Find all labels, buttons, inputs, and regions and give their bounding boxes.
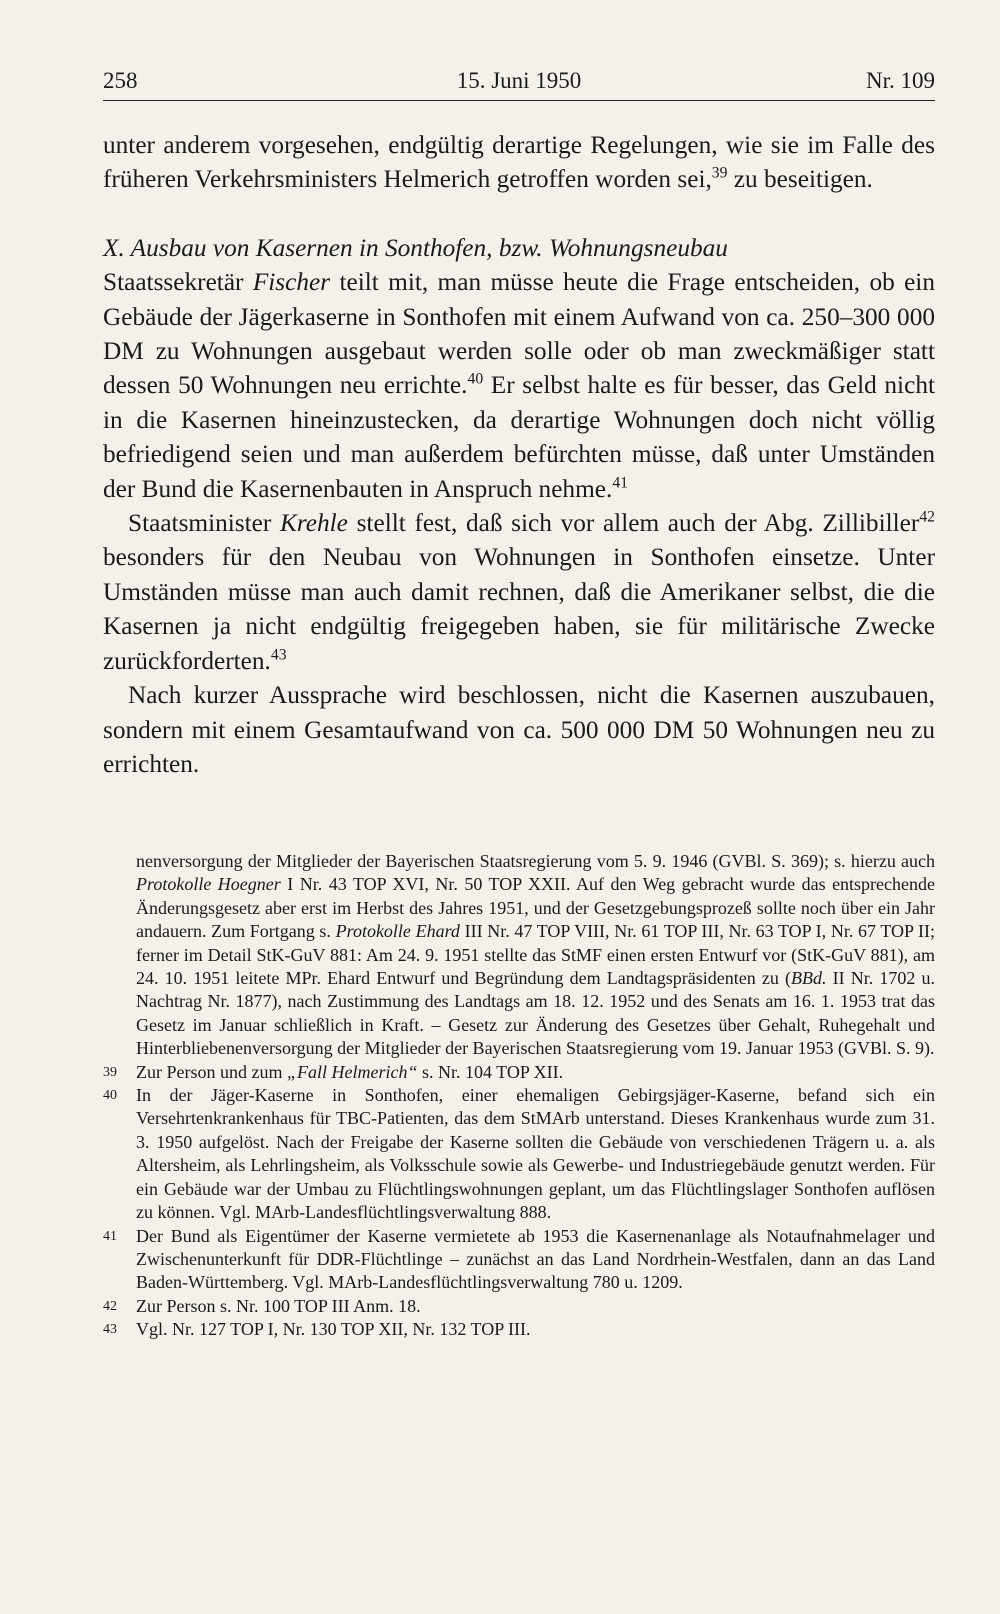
footnote-39: 39 Zur Person und zum „Fall Helmerich“ s. Nr. 104 TOP XII.	[103, 1061, 935, 1084]
paragraph: unter anderem vorgesehen, endgültig derartige Regelungen, wie sie im Falle des früheren Verkehrsministers Helmerich getroffen worden sei,$^{39}$ zu beseitigen.	[103, 131, 935, 194]
running-header	[103, 62, 935, 101]
section-heading: X. Ausbau von Kasernen in Sonthofen, bzw. Wohnungsneubau	[103, 233, 728, 262]
footnote-ref[interactable]: 43	[270, 645, 287, 663]
footnote-number: 41	[103, 1228, 117, 1244]
footnote-continuation: nenversorgung der Mitglieder der Bayerischen Staatsregierung vom 5. 9. 1946 (GVBl. S. 369); s. hierzu auch Protokolle Hoegner I Nr. 43 TOP XVI, Nr. 50 TOP XXII. Auf den Weg gebracht wurde das entsprechende Änderungsgesetz aber erst im Herbst des Jahres 1951, und der Gesetzgebungsprozeß sollte noch über ein Jahr andauern. Zum Fortgang s. Protokolle Ehard III Nr. 47 TOP VIII, Nr. 61 TOP III, Nr. 63 TOP I, Nr. 67 TOP II; ferner im Detail StK-GuV 881: Am 24. 9. 1951 stellte das StMF einen ersten Entwurf vor (StK-GuV 881), am 24. 10. 1951 leitete MPr. Ehard Entwurf und Begründung dem Landtagspräsidenten zu (BBd. II Nr. 1702 u. Nachtrag Nr. 1877), nach Zustimmung des Landtags am 18. 12. 1952 und des Senats am 16. 1. 1953 trat das Gesetz im Januar schließlich in Kraft. – Gesetz zur Änderung des Gesetzes über Gehalt, Ruhegehalt und Hinterbliebenenversorgung der Mitglieder der Bayerischen Staatsregierung vom 19. Januar 1953 (GVBl. S. 9).	[136, 851, 936, 1059]
footnote-ref[interactable]: 42	[919, 508, 935, 526]
footnote-ref[interactable]: 40	[467, 370, 484, 388]
footnote-number: 39	[103, 1064, 117, 1080]
footnote-ref[interactable]: 41	[612, 473, 628, 491]
speaker-name: Fischer	[252, 268, 331, 297]
footnote-number: 40	[103, 1088, 117, 1104]
footnote-number: 43	[103, 1322, 117, 1338]
footnote-43: 43 Vgl. Nr. 127 TOP I, Nr. 130 TOP XII, Nr. 132 TOP III.	[103, 1318, 935, 1341]
footnotes	[103, 850, 935, 1342]
paragraph: Staatsminister Krehle stellt fest, daß sich vor allem auch der Abg. Zillibiller$^{42}$ besonders für den Neubau von Wohnungen in Sonthofen einsetze. Unter Umständen müsse man auch damit rechnen, daß die Amerikaner selbst, die die Kasernen ja nicht endgültig freigegeben haben, sie für militärische Zwecke zurückforderten.$^{43}$	[103, 508, 935, 675]
header-date: 15. Juni 1950	[456, 68, 582, 93]
footnote-40: 40 In der Jäger-Kaserne in Sonthofen, einer ehemaligen Gebirgsjäger-Kaserne, befand sich ein Versehrtenkrankenhaus für TBC-Patienten, das dem StMArb unterstand. Dieses Krankenhaus wurde zum 31. 3. 1950 aufgelöst. Nach der Freigabe der Kaserne sollten die Gebäude von verschiedenen Trägern u. a. als Altersheim, als Lehrlingsheim, als Volksschule sowie als Gewerbe- und Industriegebäude genutzt werden. Für ein Gebäude war der Umbau zu Flüchtlingswohnungen geplant, um das Flüchtlingslager Sonthofen auflösen zu können. Vgl. MArb-Landesflüchtlingsverwaltung 888.	[103, 1085, 935, 1223]
footnote-number: 42	[103, 1298, 117, 1314]
footnote-42: 42 Zur Person s. Nr. 100 TOP III Anm. 18.	[103, 1295, 935, 1318]
paragraph: Staatssekretär Fischer teilt mit, man müsse heute die Frage entscheiden, ob ein Gebäude der Jägerkaserne in Sonthofen mit einem Aufwand von ca. 250–300 000 DM zu Wohnungen ausgebaut werden solle oder ob man zweckmäßiger statt dessen 50 Wohnungen neu errichte.$^{40}$ Er selbst halte es für besser, das Geld nicht in die Kasernen hineinzustecken, da derartige Wohnungen doch nicht völlig befriedigend seien und man außerdem befürchten müsse, daß unter Umständen der Bund die Kasernenbauten in Anspruch nehme.$^{41}$	[103, 268, 935, 503]
page-number: 258	[103, 68, 138, 93]
speaker-name: Krehle	[280, 509, 348, 538]
footnote-41: 41 Der Bund als Eigentümer der Kaserne vermietete ab 1953 die Kasernenanlage als Notaufnahmelager und Zwischenunterkunft für DDR-Flüchtlinge – zunächst an das Land Nordrhein-Westfalen, dann an das Land Baden-Württemberg. Vgl. MArb-Landesflüchtlingsverwaltung 780 u. 1209.	[103, 1225, 935, 1293]
main-text	[103, 128, 935, 781]
footnote-ref[interactable]: 39	[711, 164, 728, 182]
protocol-number: Nr. 109	[866, 68, 935, 93]
paragraph: Nach kurzer Aussprache wird beschlossen, nicht die Kasernen auszubauen, sondern mit einem Gesamtaufwand von ca. 500 000 DM 50 Wohnungen neu zu errichten.	[103, 681, 935, 778]
